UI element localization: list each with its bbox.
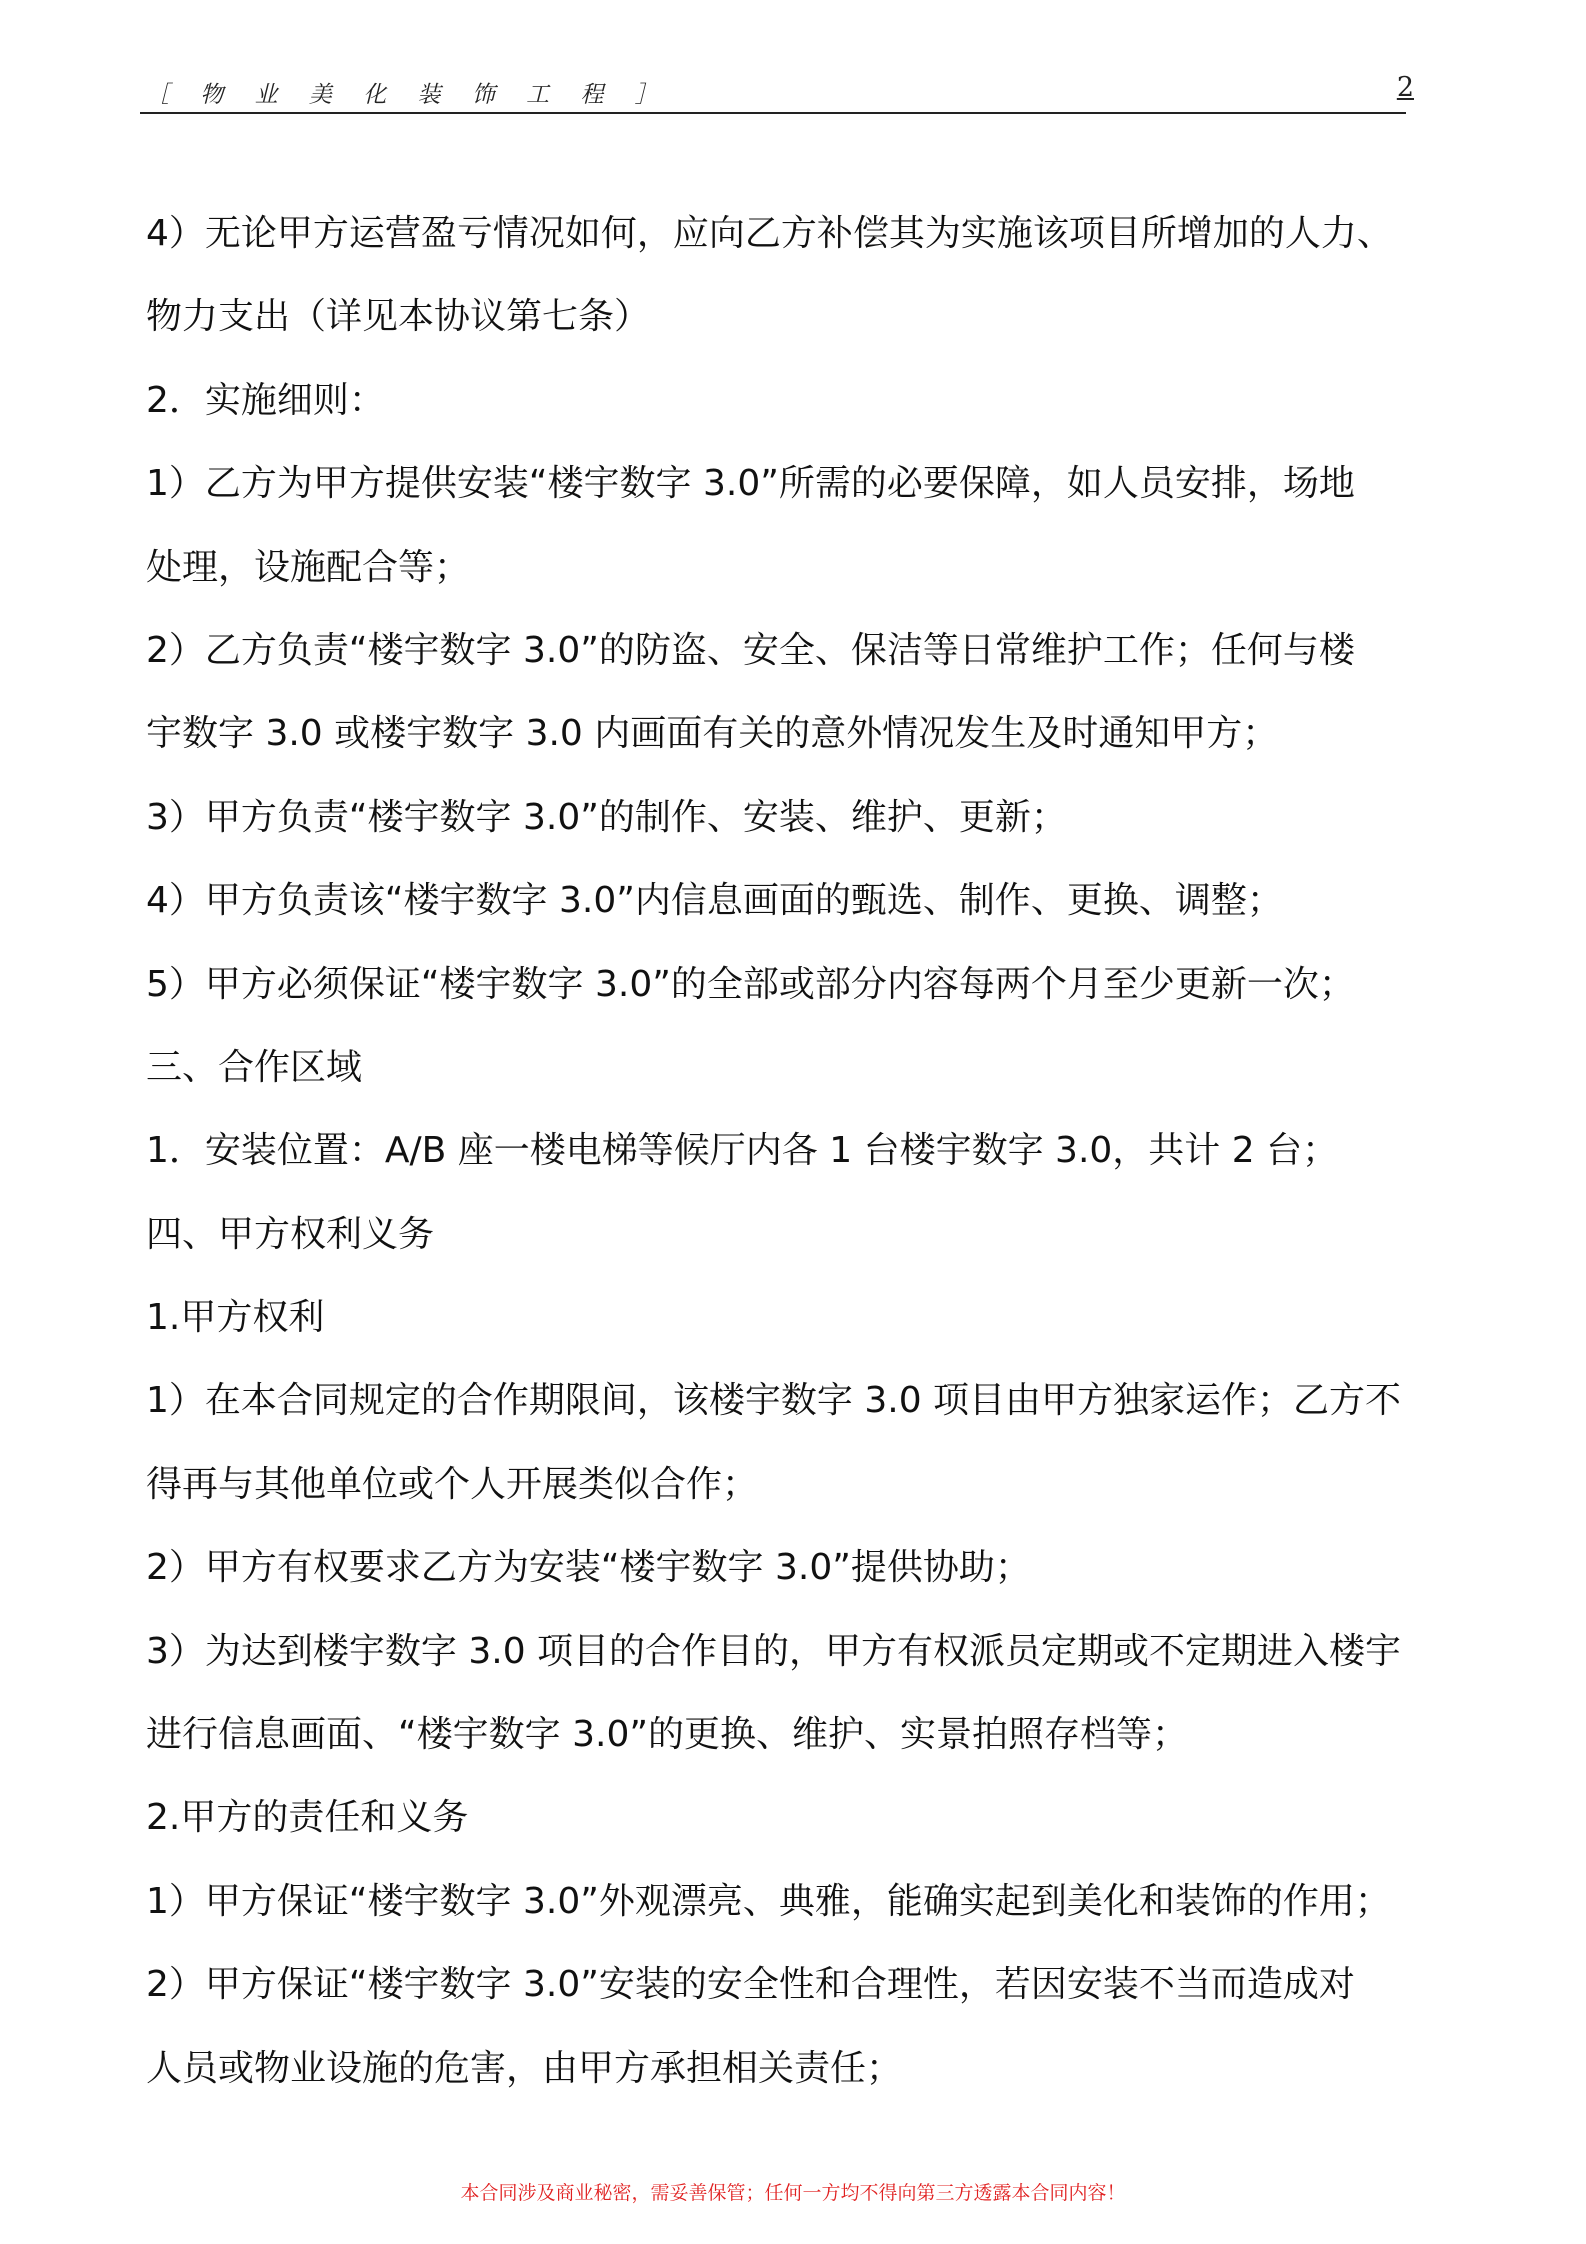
paragraph-line: 宇数字 3.0 或楼宇数字 3.0 内画面有关的意外情况发生及时通知甲方；: [146, 713, 1279, 755]
paragraph-line: 进行信息画面、“楼宇数字 3.0”的更换、维护、实景拍照存档等；: [146, 1714, 1188, 1756]
paragraph-line: 3）为达到楼宇数字 3.0 项目的合作目的，甲方有权派员定期或不定期进入楼宇: [146, 1630, 1402, 1672]
paragraph-line: 物力支出（详见本协议第七条）: [146, 296, 651, 338]
page-header: [140, 72, 1414, 114]
contract-body: [146, 192, 1442, 2110]
paragraph-line: 1）甲方保证“楼宇数字 3.0”外观漂亮、典雅，能确实起到美化和装饰的作用；: [146, 1880, 1391, 1922]
paragraph-line: 2）乙方负责“楼宇数字 3.0”的防盗、安全、保洁等日常维护工作；任何与楼: [146, 629, 1355, 671]
paragraph-line: 2）甲方保证“楼宇数字 3.0”安装的安全性和合理性，若因安装不当而造成对: [146, 1964, 1355, 2006]
paragraph-line: 4）甲方负责该“楼宇数字 3.0”内信息画面的甄选、制作、更换、调整；: [146, 880, 1283, 922]
paragraph-line: 3）甲方负责“楼宇数字 3.0”的制作、安装、维护、更新；: [146, 796, 1067, 838]
paragraph-line: 处理，设施配合等；: [146, 546, 471, 588]
section-subheading: 1.甲方权利: [146, 1297, 325, 1339]
paragraph-line: 得再与其他单位或个人开展类似合作；: [146, 1463, 759, 1505]
confidentiality-notice: 本合同涉及商业秘密，需妥善保管；任何一方均不得向第三方透露本合同内容！: [460, 2182, 1126, 2204]
section-heading: 三、合作区域: [146, 1046, 363, 1088]
header-title: ［ 物 业 美 化 装 饰 工 程 ］: [146, 82, 670, 108]
paragraph-line: 1．安装位置：A/B 座一楼电梯等候厅内各 1 台楼宇数字 3.0，共计 2 台；: [146, 1130, 1339, 1172]
paragraph-line: 1）乙方为甲方提供安装“楼宇数字 3.0”所需的必要保障，如人员安排，场地: [146, 463, 1355, 505]
paragraph-line: 2）甲方有权要求乙方为安装“楼宇数字 3.0”提供协助；: [146, 1547, 1031, 1589]
section-subheading: 2.甲方的责任和义务: [146, 1797, 469, 1839]
section-heading: 四、甲方权利义务: [146, 1213, 435, 1255]
paragraph-line: 人员或物业设施的危害，由甲方承担相关责任；: [146, 2047, 903, 2089]
paragraph-line: 1）在本合同规定的合作期限间，该楼宇数字 3.0 项目由甲方独家运作；乙方不: [146, 1380, 1402, 1422]
paragraph-line: 4）无论甲方运营盈亏情况如何，应向乙方补偿其为实施该项目所增加的人力、: [146, 213, 1393, 254]
paragraph-line: 5）甲方必须保证“楼宇数字 3.0”的全部或部分内容每两个月至少更新一次；: [146, 963, 1355, 1005]
page-number: 2: [1396, 72, 1414, 103]
section-subheading: 2．实施细则：: [146, 379, 385, 421]
